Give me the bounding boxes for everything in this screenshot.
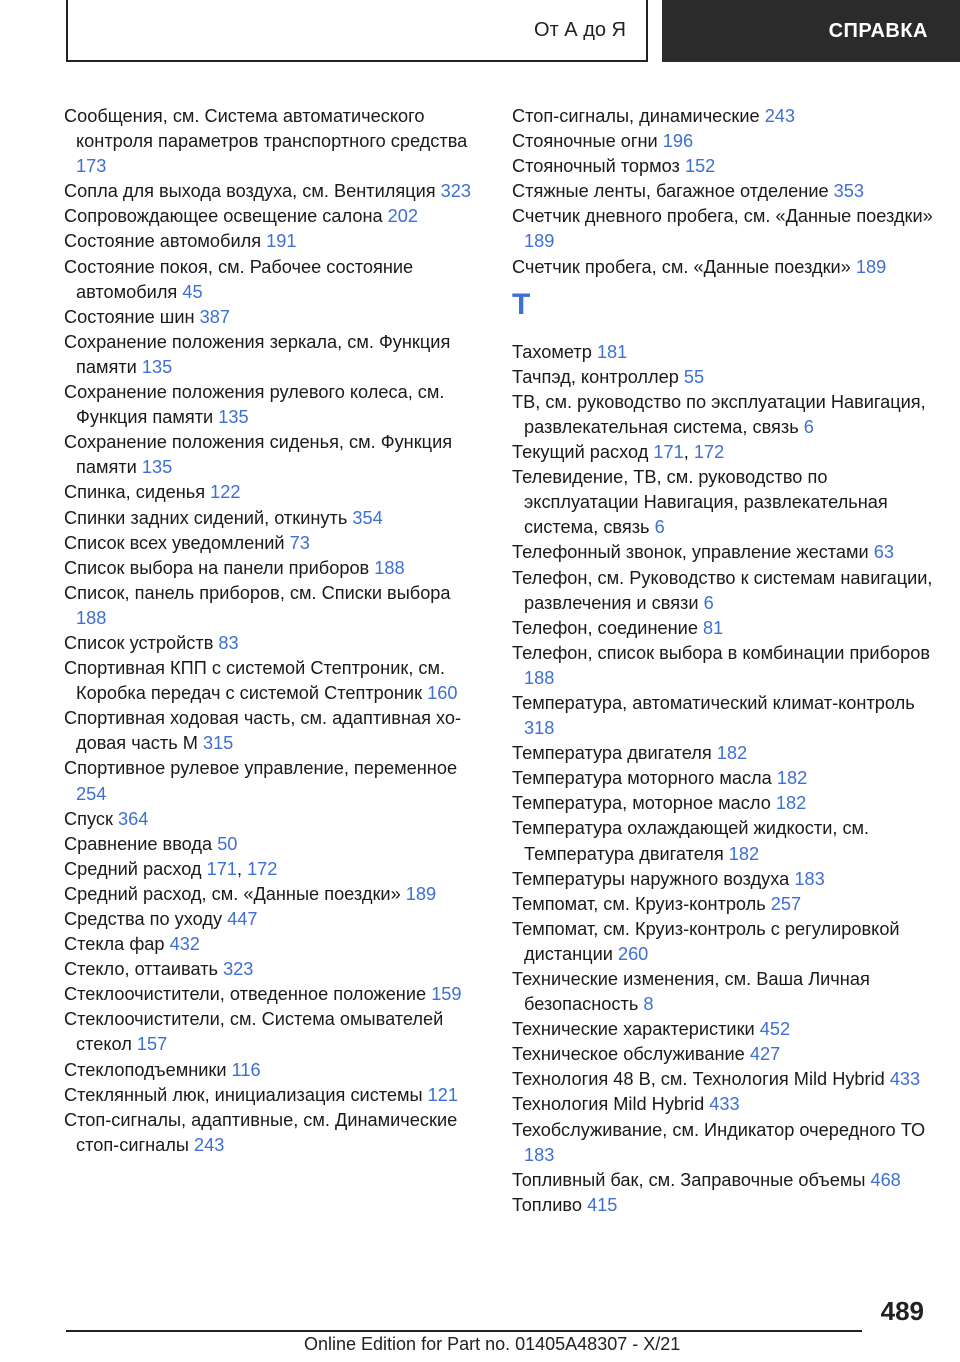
index-entry-term: Темпомат, см. Круиз-контроль [512, 893, 771, 914]
index-entry [64, 756, 484, 806]
page-reference-link[interactable]: 171 [206, 858, 237, 879]
index-entry [64, 957, 484, 982]
page-reference-link[interactable]: 83 [218, 632, 239, 653]
index-entry-term: Стеклоочистители, отведенное положение [64, 984, 432, 1005]
page-reference-link[interactable]: 433 [889, 1069, 921, 1090]
index-entry [512, 1067, 937, 1092]
index-entry [64, 1058, 484, 1083]
index-entry: Текущий расход 171, 172 [512, 442, 725, 463]
index-entry [64, 204, 484, 229]
page-reference-link[interactable]: 468 [870, 1169, 901, 1190]
index-entry [512, 255, 937, 280]
index-entry [512, 766, 937, 791]
index-entry [512, 1092, 937, 1117]
index-entry-term: Счетчик дневного пробега, см. «Данные поездки» [512, 206, 933, 227]
index-entry [512, 465, 937, 540]
index-entry-term: Температура охлаждающей жидкости, см. Температура двигателя [512, 818, 870, 864]
page-reference-link[interactable]: 243 [194, 1134, 225, 1155]
index-entry-term: Стоп-сигналы, динамические [512, 106, 765, 126]
index-entry-term: Средний расход, см. «Данные поездки» [64, 883, 406, 904]
index-entry-term: Температура моторного масла [512, 768, 777, 789]
index-entry [64, 380, 484, 430]
index-entry [64, 907, 484, 932]
page-reference-link[interactable]: 50 [217, 833, 238, 854]
page-reference-link[interactable]: 427 [749, 1044, 781, 1065]
page-reference-link[interactable]: 254 [76, 783, 107, 804]
index-entry-term: Температура, моторное масло [512, 793, 776, 814]
index-entry-term: Список устройств [64, 632, 219, 653]
page-reference-link[interactable]: 432 [169, 934, 200, 955]
page-reference-link[interactable]: 6 [803, 416, 814, 437]
page-reference-link[interactable]: 188 [76, 607, 107, 628]
index-entry [512, 892, 937, 917]
index-entry [512, 204, 937, 254]
page-reference-link[interactable]: 181 [596, 341, 628, 362]
index-entry [64, 531, 484, 556]
page-reference-link[interactable]: 172 [693, 442, 725, 463]
page-reference-link[interactable]: 202 [387, 206, 419, 227]
page-reference-link[interactable]: 73 [289, 532, 310, 553]
index-entry [64, 330, 484, 380]
index-entry-term: Спортивная ходовая часть, см. адаптивная ходовая часть M [64, 708, 462, 754]
index-entry [64, 556, 484, 581]
index-entry-term: Технология Mild Hybrid [512, 1094, 710, 1115]
index-entry-term: Стекло, оттаивать [64, 959, 224, 980]
index-entry [64, 255, 484, 305]
page-reference-link[interactable]: 183 [794, 868, 825, 889]
page-reference-link[interactable]: 122 [210, 482, 241, 503]
index-entry-term: Телефонный звонок, управление жестами [512, 542, 874, 563]
index-entry-term: Стеклянный люк, инициализация системы [64, 1084, 428, 1105]
index-entry-term: Сравнение ввода [64, 833, 218, 854]
page-reference-link[interactable]: 188 [374, 557, 405, 578]
index-entry-term: Телефон, см. Руководство к системам навигации, развлечения и связи [512, 567, 933, 613]
page-reference-link[interactable]: 354 [352, 507, 383, 528]
index-entry-term: Топливо [512, 1194, 588, 1215]
index-entry-term: Стояночные огни [512, 131, 663, 152]
index-entry-term: Спуск [64, 808, 118, 829]
chapter-tab [662, 0, 960, 62]
footer-divider [66, 1330, 862, 1332]
index-entry-term: Сохранение положения рулевого колеса, см. Функция памяти [64, 382, 445, 428]
index-entry-term: Техническое обслуживание [512, 1044, 750, 1065]
page-reference-link[interactable]: 55 [683, 366, 705, 387]
index-entry [512, 104, 937, 129]
page-reference-link[interactable]: 182 [776, 768, 808, 789]
index-entry-term: Спортивное рулевое управление, переменное [64, 758, 458, 779]
page-reference-link[interactable]: 121 [427, 1084, 459, 1105]
index-entry-term: Стеклоочистители, см. Система омывателей стекол [64, 1009, 444, 1055]
index-entry-term: Сопла для выхода воздуха, см. Вентиляция [64, 181, 441, 202]
index-entry [64, 882, 484, 907]
page-reference-link[interactable]: 323 [223, 959, 254, 980]
index-entry-term: Текущий расход [512, 442, 654, 463]
index-entry [64, 807, 484, 832]
index-entry-term: Стояночный тормоз [512, 156, 685, 177]
index-entry [512, 365, 937, 390]
index-entry [64, 305, 484, 330]
index-entry [64, 706, 484, 756]
page-reference-link[interactable]: 260 [617, 943, 649, 964]
footer-text: Online Edition for Part no. 01405A48307 - X/21 [304, 1334, 681, 1354]
index-entry-term: Телефон, соединение [512, 617, 703, 638]
page-number: 489 [880, 1296, 924, 1326]
chapter-tab-label: СПРАВКА [828, 19, 928, 42]
page-reference-link[interactable]: 191 [266, 231, 297, 252]
page-reference-link[interactable]: 188 [524, 667, 555, 688]
index-entry [512, 691, 937, 741]
index-entry [512, 641, 937, 691]
page-reference-link[interactable]: 152 [684, 156, 716, 177]
page-header [66, 0, 960, 66]
page-reference-link[interactable]: 189 [524, 231, 555, 252]
index-entry-term: Телевидение, ТВ, см. руководство по эксплуатации Навигация, развлекательная система, связь [512, 467, 888, 538]
index-entry [512, 741, 937, 766]
index-entry [64, 581, 484, 631]
page-reference-link[interactable]: 6 [703, 592, 714, 613]
index-entry-term: ТВ, см. руководство по эксплуатации Навигация, развлекательная система, связь [512, 391, 926, 437]
index-entry-term: Топливный бак, см. Заправочные объемы [512, 1169, 871, 1190]
index-column-right [512, 104, 937, 1218]
index-entry [64, 656, 484, 706]
page-reference-link[interactable]: 135 [218, 407, 249, 428]
index-entry [512, 616, 937, 641]
page-reference-link[interactable]: 116 [231, 1059, 261, 1080]
page-reference-link[interactable]: 364 [117, 808, 149, 829]
index-entry [512, 390, 937, 440]
page-reference-link[interactable]: 135 [141, 457, 173, 478]
index-entry-term: Сохранение положения зеркала, см. Функция памяти [64, 331, 451, 377]
page-reference-link[interactable]: 323 [440, 181, 472, 202]
index-entry-term: Телефон, список выбора в комбинации приборов [512, 642, 930, 663]
index-entry-term: Технология 48 В, см. Технология Mild Hybrid [512, 1069, 890, 1090]
index-entry-term: Спортивная КПП с системой Стептроник, см. Коробка передач с системой Стептроник [64, 658, 446, 704]
index-entry-term: Средний расход [64, 858, 207, 879]
page-reference-link[interactable]: 8 [643, 994, 654, 1015]
index-entry-term: Сохранение положения сиденья, см. Функция памяти [64, 432, 453, 478]
index-entry-term: Сопровождающее освещение салона [64, 206, 388, 227]
page-reference-link[interactable]: 353 [833, 181, 865, 202]
index-entry: Средний расход 171, 172 [64, 858, 278, 879]
index-entry-term: Сообщения, см. Система автоматического контроля параметров транспортного средства [64, 106, 468, 152]
index-entry-term: Стекла фар [64, 934, 170, 955]
index-entry [512, 967, 937, 1017]
index-entry-term: Счетчик пробега, см. «Данные поездки» [512, 256, 856, 277]
index-entry-term: Тачпэд, контроллер [512, 366, 684, 387]
section-tab [66, 0, 648, 62]
page-reference-link[interactable]: 135 [141, 356, 173, 377]
index-entry [512, 816, 937, 866]
page-reference-link[interactable]: 159 [431, 984, 462, 1005]
index-entry [512, 540, 937, 565]
page-reference-link[interactable]: 387 [199, 306, 231, 327]
index-entry [64, 179, 484, 204]
index-entry [512, 1042, 937, 1067]
index-entry-term: Техобслуживание, см. Индикатор очередного ТО [512, 1119, 926, 1140]
index-entry [64, 982, 484, 1007]
index-entry-term: Температуры наружного воздуха [512, 868, 795, 889]
index-entry [64, 430, 484, 480]
page-reference-link[interactable]: 157 [136, 1034, 168, 1055]
index-entry-term: Температура, автоматический климат-контроль [512, 692, 915, 713]
page-reference-link[interactable]: 182 [728, 843, 760, 864]
page-reference-link[interactable]: 315 [202, 733, 234, 754]
page-reference-link[interactable]: 183 [524, 1144, 555, 1165]
index-entry [512, 791, 937, 816]
index-entry [64, 1083, 484, 1108]
index-entry [64, 631, 484, 656]
page-reference-link[interactable]: 171 [653, 442, 684, 463]
page-reference-link[interactable]: 189 [855, 256, 887, 277]
page-reference-link[interactable]: 63 [873, 542, 894, 563]
index-entry [512, 1118, 937, 1168]
index-entry-term: Список выбора на панели приборов [64, 557, 375, 578]
page-reference-link[interactable]: 452 [759, 1019, 791, 1040]
page-reference-link[interactable]: 172 [247, 858, 278, 879]
index-entry-term: Состояние автомобиля [64, 231, 267, 252]
index-entry-term: Температура двигателя [512, 743, 717, 764]
index-entry-term: Средства по уходу [64, 909, 228, 929]
index-entry-term: Темпомат, см. Круиз-контроль с регулировкой дистанции [512, 918, 900, 964]
page-reference-link[interactable]: 318 [524, 718, 555, 739]
page-reference-link[interactable]: 447 [227, 909, 258, 929]
page-reference-link[interactable]: 196 [662, 131, 694, 152]
index-entry [512, 129, 937, 154]
index-entry [64, 932, 484, 957]
index-entry [512, 179, 937, 204]
index-entry [64, 480, 484, 505]
index-entry-term: Список всех уведомлений [64, 532, 290, 553]
index-entry [64, 229, 484, 254]
index-entry-term: Тахометр [512, 341, 597, 362]
page-reference-link[interactable]: 415 [587, 1194, 618, 1215]
page-reference-link[interactable]: 257 [770, 893, 802, 914]
page-reference-link[interactable]: 81 [703, 617, 724, 638]
index-entry [512, 154, 937, 179]
index-column-left [64, 104, 484, 1158]
index-entry [64, 506, 484, 531]
index-entry-term: Состояние шин [64, 306, 200, 327]
index-entry-term: Стоп-сигналы, адаптивные, см. Динамические стоп-сигналы [64, 1109, 458, 1155]
index-entry-term: Список, панель приборов, см. Списки выбора [64, 582, 451, 603]
index-entry-term: Спинки задних сидений, откинуть [64, 507, 353, 528]
index-entry-term: Спинка, сиденья [64, 482, 211, 503]
index-entry [512, 566, 937, 616]
index-entry-term: Стяжные ленты, багажное отделение [512, 181, 834, 202]
page-reference-link[interactable]: 173 [76, 156, 107, 177]
page-reference-link[interactable]: 6 [654, 517, 665, 538]
index-entry [512, 1168, 937, 1193]
page-reference-link[interactable]: 433 [709, 1094, 740, 1115]
index-entry [64, 104, 484, 179]
section-tab-label: От А до Я [534, 18, 626, 41]
index-entry [64, 1108, 484, 1158]
page-reference-link[interactable]: 160 [427, 683, 458, 704]
index-entry [64, 1007, 484, 1057]
index-entry-term: Технические изменения, см. Ваша Личная безопасность [512, 969, 870, 1015]
index-entry [512, 340, 937, 365]
index-entry [512, 917, 937, 967]
index-entry [512, 867, 937, 892]
page-reference-link[interactable]: 182 [775, 793, 807, 814]
index-entry-term: Состояние покоя, см. Рабочее состояние автомобиля [64, 256, 414, 302]
index-entry [512, 1193, 937, 1218]
page-reference-link[interactable]: 189 [405, 883, 437, 904]
page-reference-link[interactable]: 182 [716, 743, 748, 764]
index-entry [512, 1017, 937, 1042]
index-entry [64, 832, 484, 857]
page-reference-link[interactable]: 243 [764, 106, 796, 126]
index-entry-term: Стеклоподъемники [64, 1059, 232, 1080]
index-entry-term: Технические характеристики [512, 1019, 760, 1040]
page-reference-link[interactable]: 45 [182, 281, 203, 302]
section-letter: Т [512, 287, 531, 321]
